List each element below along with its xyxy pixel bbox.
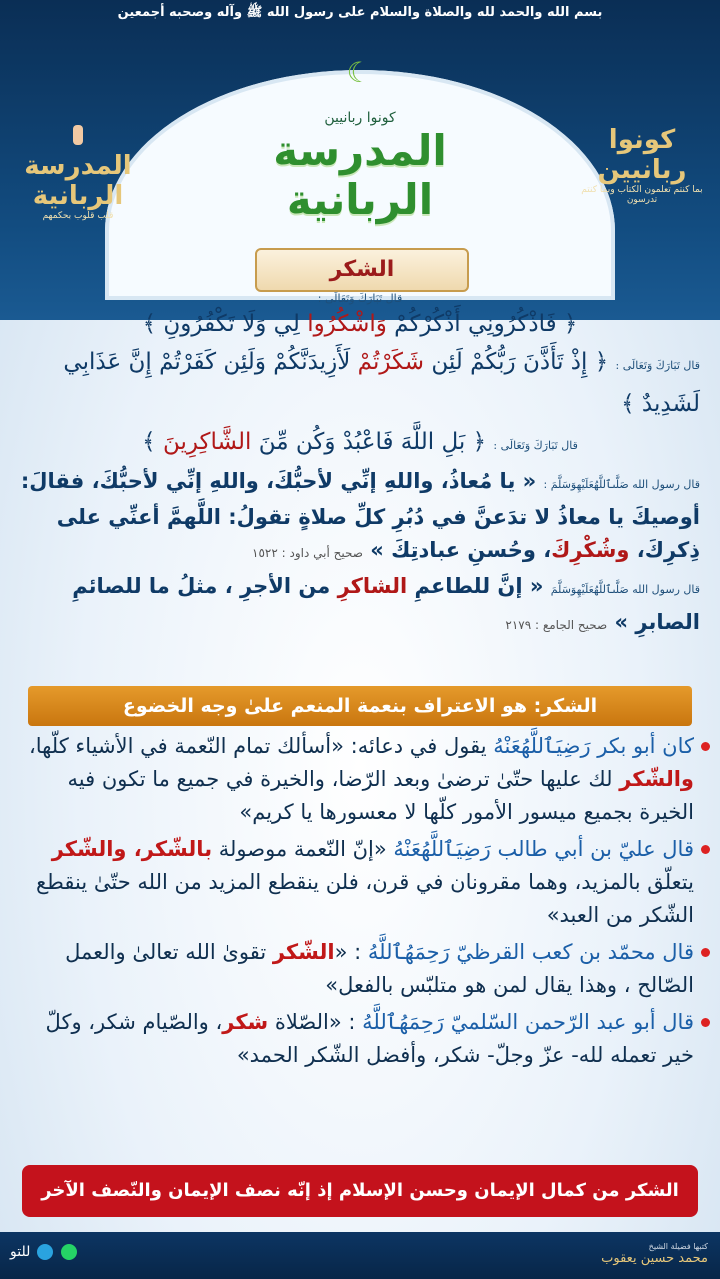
hand-icon xyxy=(73,125,83,145)
quote-text-b: تقوىٰ الله تعالىٰ والعمل الصّالح ، وهذا يقال لمن هو متلبّس بالفعل» xyxy=(65,940,694,997)
center-logo-small: كونوا ربانيين xyxy=(324,110,396,126)
left-logo-big: المدرسة الربانية xyxy=(24,151,132,211)
hadith-2-text-b: من الأجرِ ، مثلُ ما للصائمِ الصابرِ » xyxy=(72,574,700,634)
center-logo xyxy=(200,110,520,224)
quote-text-b: لك عليها حتّىٰ ترضىٰ وبعد الرّضا، والخيرة في جميع ما تكون فيه الخيرة بجميع ميسور الأمور كلّها لا معسورها يا كريم» xyxy=(67,767,694,824)
quote-text-b: ، والصّيام شكر، وكلّ خير تعمله لله- عزّ وجلّ- شكر، وأفضل الشّكر الحمد» xyxy=(45,1010,694,1067)
verse-3-intro: قال تَبَارَكَ وَتَعَالَى : xyxy=(493,439,578,452)
verse-2-intro: قال تَبَارَكَ وَتَعَالَى : xyxy=(615,359,700,372)
hadith-2-intro: قال رسول الله صَلَّىٱللَّهُعَلَيْهِوَسَلَّمَ xyxy=(550,583,700,596)
verse-3-text-b: ﴾ xyxy=(142,429,163,455)
footer-left-text: للتو xyxy=(10,1244,31,1260)
footer-left xyxy=(10,1244,79,1260)
quote-author: قال محمّد بن كعب القرظيّ رَحِمَهُٱللَّهُ xyxy=(367,940,694,964)
hadith-2 xyxy=(20,570,700,642)
bullet-icon xyxy=(701,742,710,751)
quotes-list xyxy=(20,730,710,1076)
verse-2-text-a: ﴿ إِذْ تَأَذَّنَ رَبُّكُمْ لَئِن xyxy=(424,349,609,375)
bullet-icon xyxy=(701,948,710,957)
hadith-1 xyxy=(20,465,700,570)
footer xyxy=(0,1232,720,1279)
list-item xyxy=(20,1006,710,1072)
crescent-icon: ☾ xyxy=(346,56,372,89)
page-title: الشكر xyxy=(329,257,395,282)
quran-section xyxy=(20,292,700,642)
verse-2-highlight: شَكَرْتُمْ xyxy=(357,349,425,375)
quote-highlight: الشّكر xyxy=(272,940,335,964)
quote-text-a: : «الصّلاة xyxy=(268,1010,363,1034)
title-ribbon xyxy=(255,248,469,292)
quote-author: كان أبو بكر رَضِيَٱللَّهُعَنْهُ xyxy=(493,734,694,758)
quote-highlight: شكر xyxy=(222,1010,269,1034)
hadith-1-highlight: وشُكْرِكَ xyxy=(551,538,630,562)
definition-text: الشكر: هو الاعتراف بنعمة المنعم علىٰ وجه الخضوع xyxy=(122,695,598,717)
verse-3 xyxy=(20,423,700,465)
list-item xyxy=(20,730,710,829)
definition-bar xyxy=(28,686,692,726)
telegram-icon[interactable] xyxy=(37,1244,53,1260)
verse-1 xyxy=(20,305,700,343)
verse-intro: قال تَبَارَكَ وَتَعَالَى : xyxy=(317,292,403,305)
left-logo-small: قلب قلوب بحكمهم xyxy=(42,211,114,221)
right-logo-big: كونوا ربانيين xyxy=(597,125,687,185)
whatsapp-icon[interactable] xyxy=(61,1244,77,1260)
right-logo-small: بما كنتم تعلمون الكتاب وبما كنتم تدرسون xyxy=(581,185,703,205)
verse-3-highlight: الشَّاكِرِينَ xyxy=(162,429,252,455)
verse-1-highlight: وَاشْكُرُوا xyxy=(307,311,387,337)
hadith-1-text-b: ، وحُسنِ عبادتِكَ » xyxy=(370,538,552,562)
right-logo xyxy=(572,125,712,205)
quote-author: قال أبو عبد الرّحمن السّلميّ رَحِمَهُٱللَّهُ xyxy=(362,1010,694,1034)
bullet-icon xyxy=(701,845,710,854)
final-bar xyxy=(22,1165,698,1217)
hadith-2-source: صحيح الجامع : ٢١٧٩ xyxy=(505,618,608,632)
verse-2 xyxy=(20,343,700,423)
center-logo-big: المدرسة الربانية xyxy=(273,126,447,224)
hadith-1-source: صحيح أبي داود : ١٥٢٢ xyxy=(252,546,363,560)
verse-1-text-a: ﴿ فَاذْكُرُونِي أَذْكُرْكُمْ xyxy=(386,311,578,337)
hadith-1-text-a: « يا مُعاذُ، واللهِ إنِّي لأحبُّكَ، واللهِ إنِّي لأحبُّكَ، فقالَ: أوصيكَ يا معاذُ لا تدَعنَّ في دُبُرِ كلِّ صلاةٍ تقولُ: اللَّهمَّ أعنِّي على ذِكرِكَ، xyxy=(20,469,700,562)
quote-highlight: والشّكر xyxy=(619,767,694,791)
list-item xyxy=(20,833,710,932)
verse-1-text-b: لِي وَلَا تَكْفُرُونِ ﴾ xyxy=(142,311,308,337)
quote-text-a: يقول في دعائه: «أسألك تمام النّعمة في الأشياء كلّها، xyxy=(28,734,494,758)
left-logo xyxy=(8,125,148,221)
quote-text-a: : « xyxy=(334,940,368,964)
footer-right-label: كتبها فضيلة الشيخ xyxy=(648,1242,708,1251)
footer-right-name: محمد حسين يعقوب xyxy=(601,1251,708,1266)
verse-2-text-b: لَأَزِيدَنَّكُمْ وَلَئِن كَفَرْتُمْ إِنَّ عَذَابِي لَشَدِيدٌ ﴾ xyxy=(63,349,700,417)
final-text: الشكر من كمال الإيمان وحسن الإسلام إذ إنّه نصف الإيمان والنّصف الآخر xyxy=(41,1180,679,1201)
bullet-icon xyxy=(701,1018,710,1027)
list-item xyxy=(20,936,710,1002)
quote-highlight: بالشّكر، والشّكر xyxy=(51,837,213,861)
hadith-2-highlight: الشاكرِ xyxy=(337,574,408,598)
hadith-2-text-a: « إنَّ للطاعمِ xyxy=(407,574,544,598)
footer-right xyxy=(601,1242,708,1266)
header-top-text: بسم الله والحمد لله والصلاة والسلام على رسول الله ﷺ وآله وصحبه أجمعين xyxy=(117,5,603,20)
quote-text-a: «إنّ النّعمة موصولة xyxy=(212,837,394,861)
quote-author: قال عليّ بن أبي طالب رَضِيَٱللَّهُعَنْهُ xyxy=(393,837,694,861)
quote-text-b: يتعلّق بالمزيد، وهما مقرونان في قرن، فلن ينقطع المزيد من الله حتّىٰ ينقطع الشّكر من العبد» xyxy=(35,870,694,927)
hadith-1-intro: قال رسول الله صَلَّىٱللَّهُعَلَيْهِوَسَلَّمَ : xyxy=(543,478,700,491)
verse-3-text-a: ﴿ بَلِ اللَّهَ فَاعْبُدْ وَكُن مِّنَ xyxy=(251,429,487,455)
